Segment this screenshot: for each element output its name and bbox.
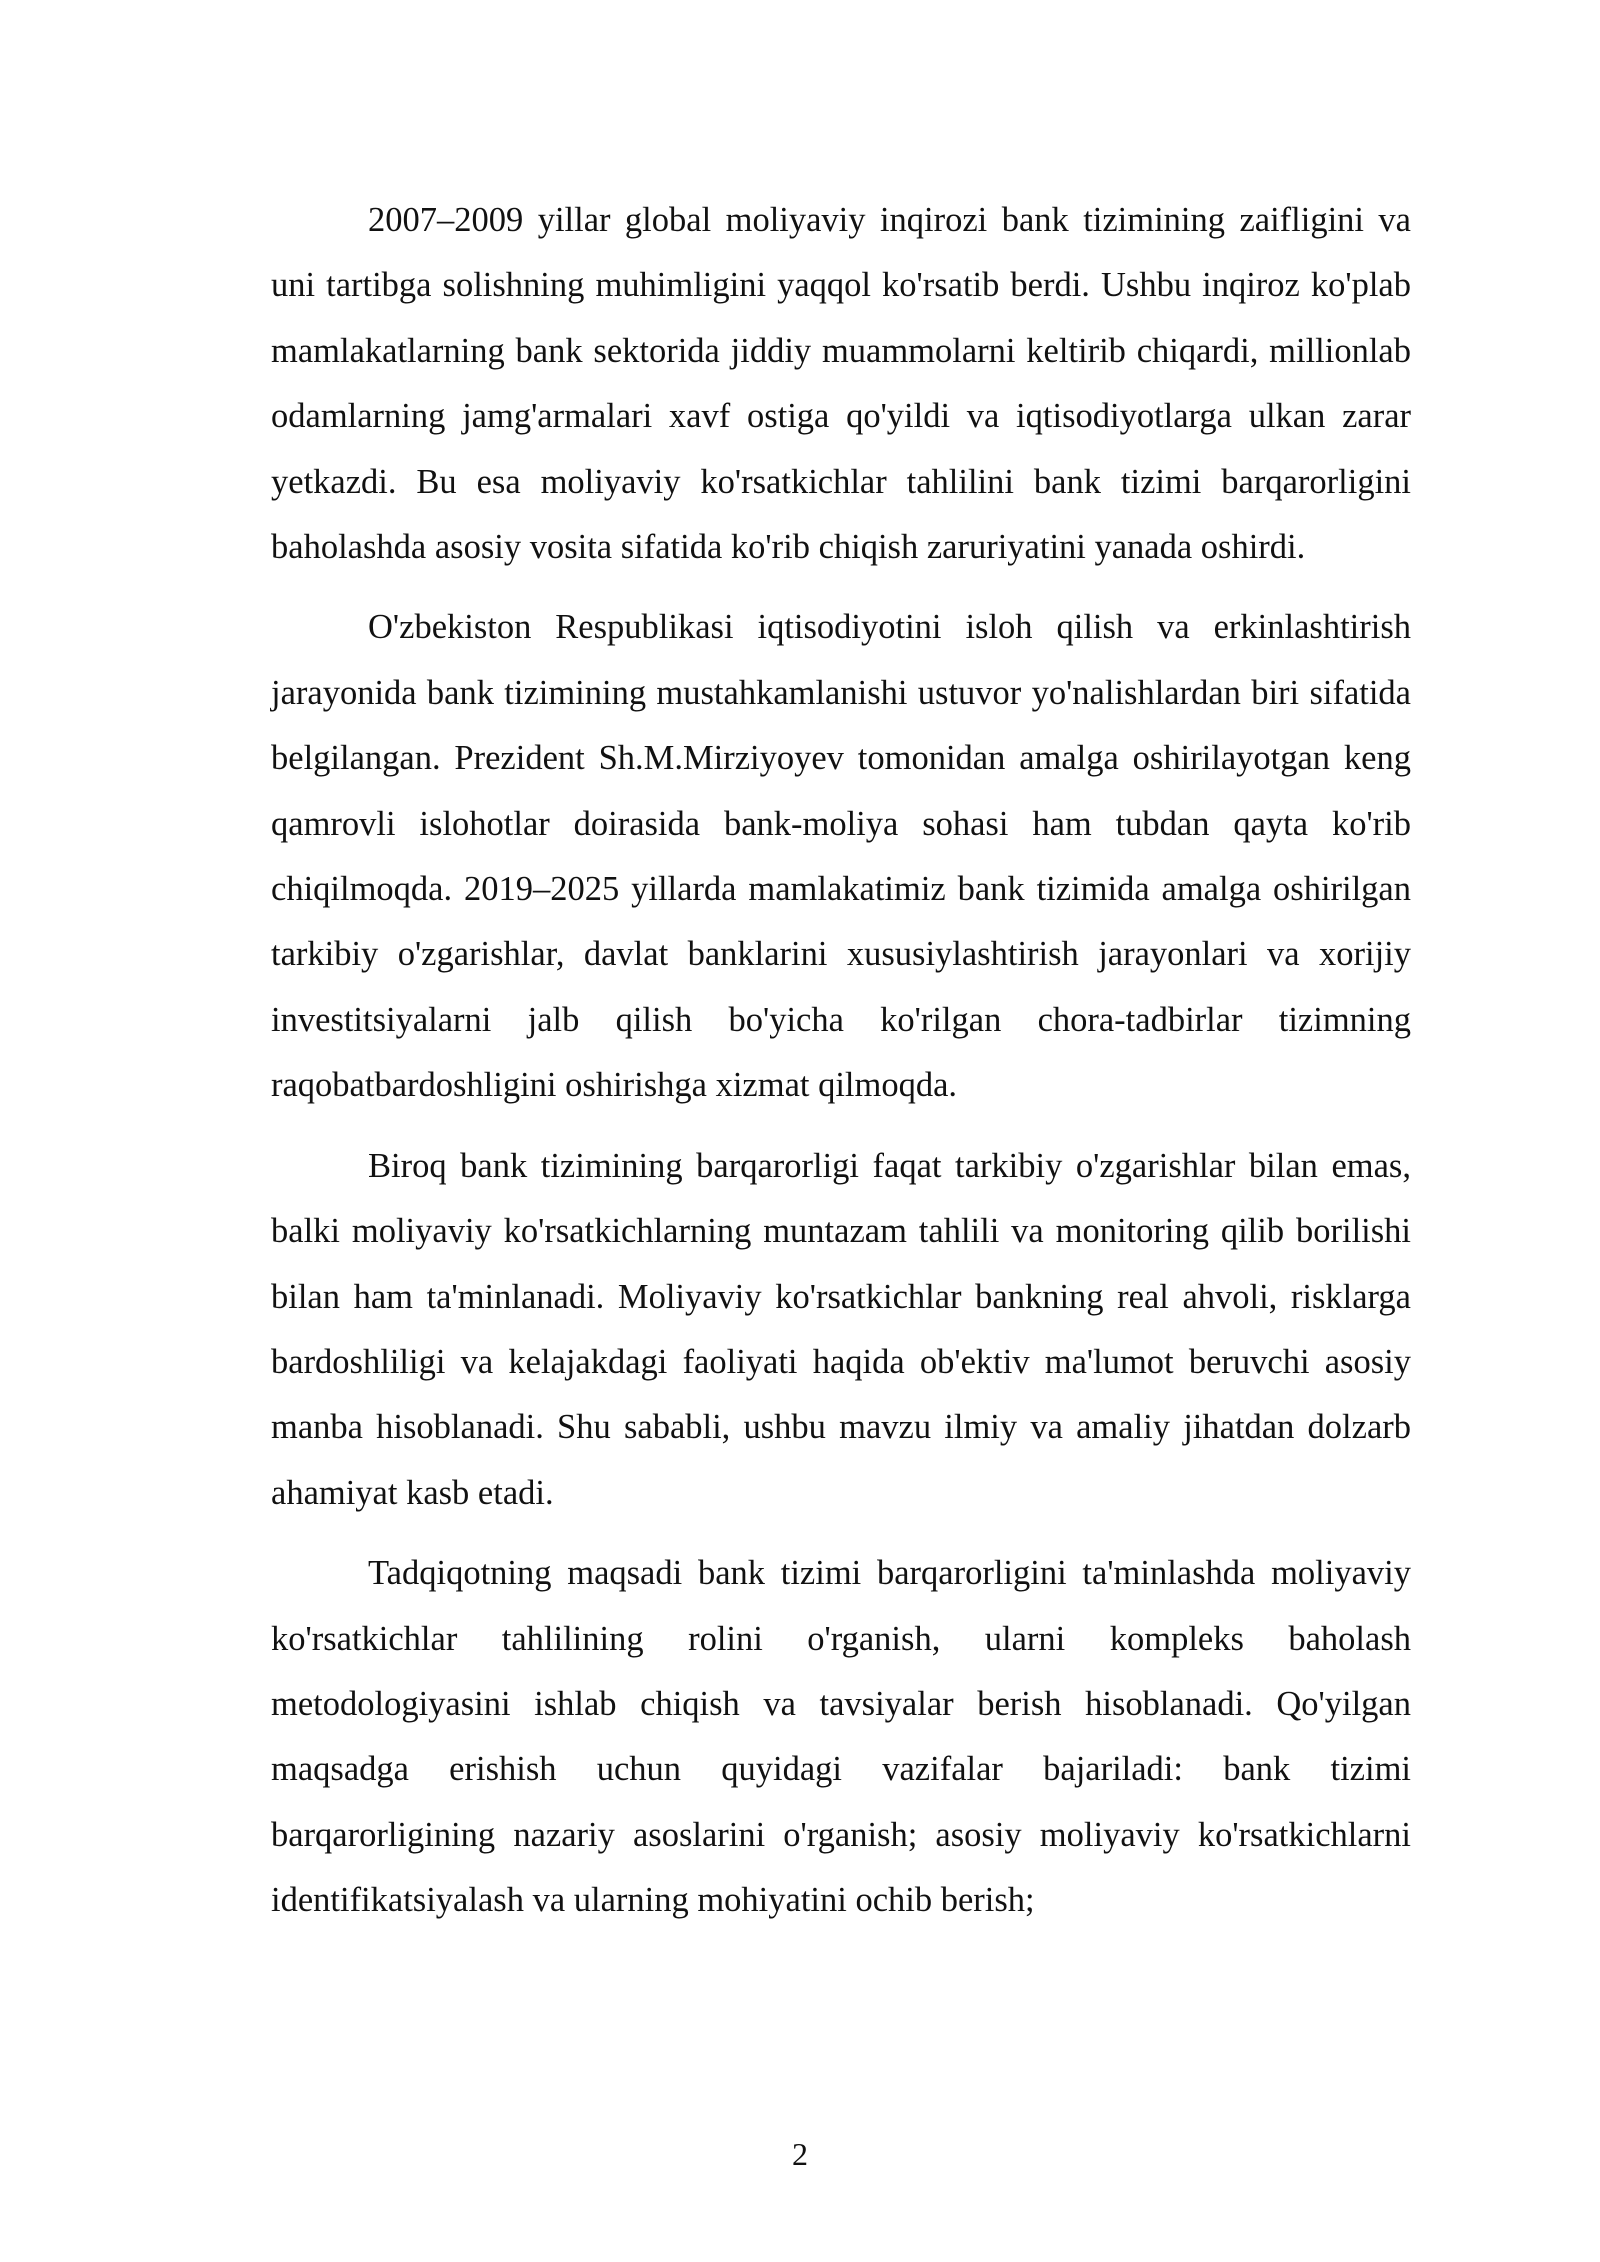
body-text — [271, 188, 1411, 1949]
paragraph-2: O'zbekiston Respublikasi iqtisodiyotini isloh qilish va erkinlashtirish jarayonida bank tizimining mustahkamlanishi ustuvor yo'nalishlardan biri sifatida belgilangan. Prezident Sh.M.Mirziyoyev tomonidan amalga oshirilayotgan keng qamrovli islohotlar doirasida bank-moliya sohasi ham tubdan qayta ko'rib chiqilmoqda. 2019–2025 yillarda mamlakatimiz bank tizimida amalga oshirilgan tarkibiy o'zgarishlar, davlat banklarini xususiylashtirish jarayonlari va xorijiy investitsiyalarni jalb qilish bo'yicha ko'rilgan chora-tadbirlar tizimning raqobatbardoshligini oshirishga xizmat qilmoqda. — [271, 608, 1411, 1105]
paragraph-3: Biroq bank tizimining barqarorligi faqat tarkibiy o'zgarishlar bilan emas, balki moliyaviy ko'rsatkichlarning muntazam tahlili va monitoring qilib borilishi bilan ham ta'minlanadi. Moliyaviy ko'rsatkichlar bankning real ahvoli, risklarga bardoshliligi va kelajakdagi faoliyati haqida ob'ektiv ma'lumot beruvchi asosiy manba hisoblanadi. Shu sababli, ushbu mavzu ilmiy va amaliy jihatdan dolzarb ahamiyat kasb etadi. — [271, 1146, 1411, 1512]
paragraph-1: 2007–2009 yillar global moliyaviy inqirozi bank tizimining zaifligini va uni tartibga solishning muhimligini yaqqol ko'rsatib berdi. Ushbu inqiroz ko'plab mamlakatlarning bank sektorida jiddiy muammolarni keltirib chiqardi, millionlab odamlarning jamg'armalari xavf ostiga qo'yildi va iqtisodiyotlarga ulkan zarar yetkazdi. Bu esa moliyaviy ko'rsatkichlar tahlilini bank tizimi barqarorligini baholashda asosiy vosita sifatida ko'rib chiqish zaruriyatini yanada oshirdi. — [271, 201, 1411, 567]
paragraph-4: Tadqiqotning maqsadi bank tizimi barqarorligini ta'minlashda moliyaviy ko'rsatkichlar tahlilining rolini o'rganish, ularni kompleks baholash metodologiyasini ishlab chiqish va tavsiyalar berish hisoblanadi. Qo'yilgan maqsadga erishish uchun quyidagi vazifalar bajariladi: bank tizimi barqarorligining nazariy asoslarini o'rganish; asosiy moliyaviy ko'rsatkichlarni identifikatsiyalash va ularning mohiyatini ochib berish; — [271, 1554, 1411, 1920]
page-number: 2 — [792, 2136, 808, 2172]
